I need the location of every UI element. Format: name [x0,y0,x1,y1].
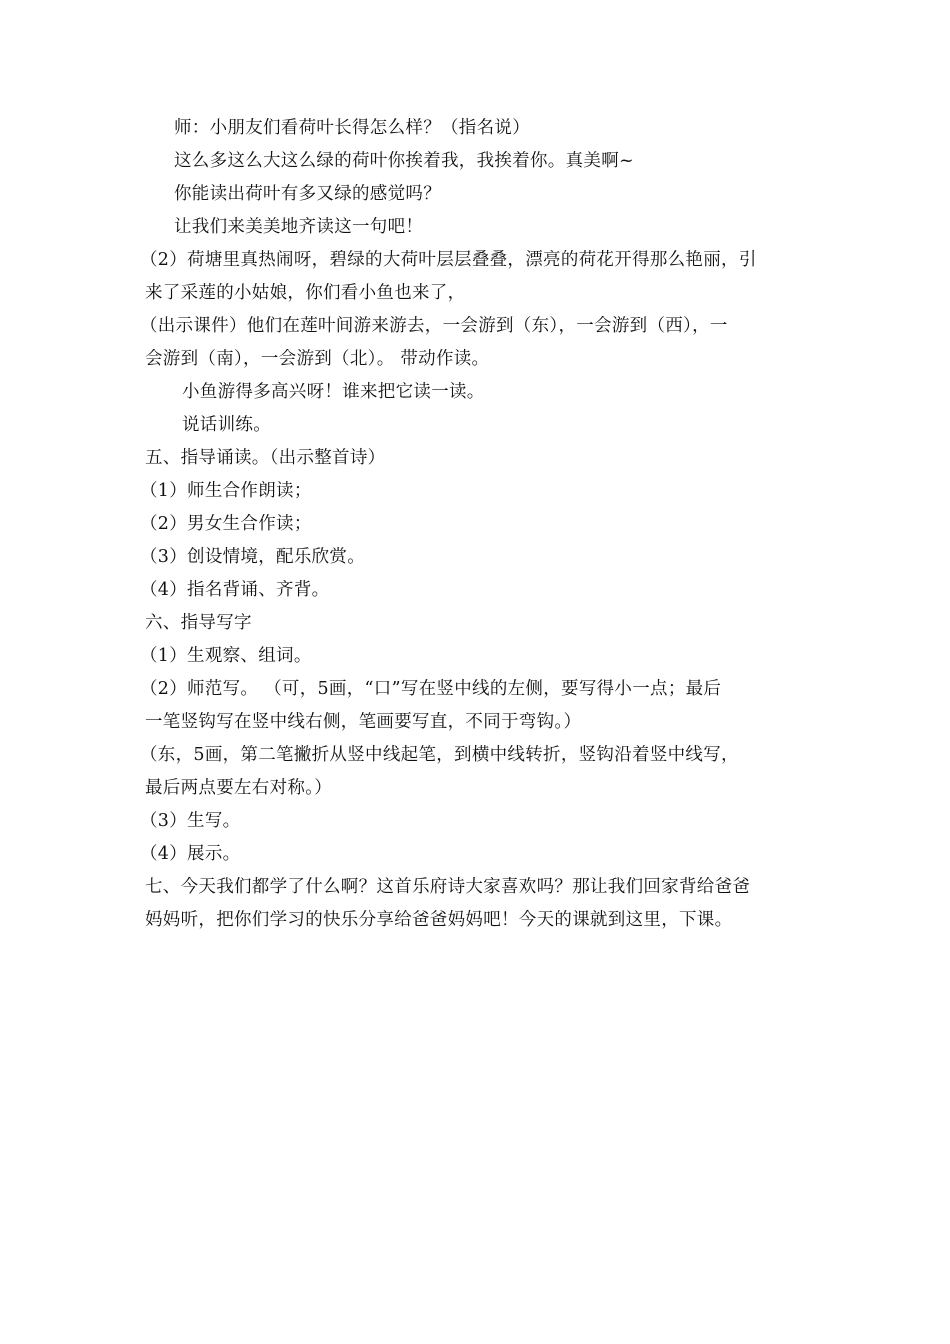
text-line: （1）师生合作朗读； [140,481,312,501]
text-line: （东，5画，第二笔撇折从竖中线起笔，到横中线转折，竖钩沿着竖中线写， [140,745,739,765]
text-line: 你能读出荷叶有多又绿的感觉吗？ [174,184,441,204]
text-line: （3）生写。 [140,811,241,831]
section-heading: 七、今天我们都学了什么啊？这首乐府诗大家喜欢吗？那让我们回家背给爸爸 [145,877,751,897]
section-heading: 五、指导诵读。（出示整首诗） [145,448,386,468]
text-line: （2）男女生合作读； [140,514,312,534]
text-line: 一笔竖钩写在竖中线右侧，笔画要写直，不同于弯钩。） [145,712,582,732]
text-line: （4）指名背诵、齐背。 [140,580,330,600]
text-line: （4）展示。 [140,844,241,864]
text-line: 来了采莲的小姑娘，你们看小鱼也来了， [145,283,466,303]
text-line: （2）荷塘里真热闹呀，碧绿的大荷叶层层叠叠，漂亮的荷花开得那么艳丽，引 [140,250,757,270]
text-line: 会游到（南），一会游到（北）。 带动作读。 [145,349,490,369]
text-line: 说话训练。 [182,415,271,435]
text-line: （3）创设情境，配乐欣赏。 [140,547,366,567]
text-line: 师：小朋友们看荷叶长得怎么样？（指名说） [174,118,530,138]
text-line: 这么多这么大这么绿的荷叶你挨着我，我挨着你。真美啊~ [174,151,634,171]
text-line: 最后两点要左右对称。） [145,778,333,798]
document-body [140,112,815,937]
text-line: （1）生观察、组词。 [140,646,312,666]
text-line: 小鱼游得多高兴呀！谁来把它读一读。 [182,382,485,402]
text-line: （出示课件）他们在莲叶间游来游去，一会游到（东），一会游到（西），一 [140,316,728,336]
text-line: 让我们来美美地齐读这一句吧！ [174,217,424,237]
section-heading: 六、指导写字 [145,613,252,633]
text-line: 妈妈听，把你们学习的快乐分享给爸爸妈妈吧！今天的课就到这里，下课。 [145,910,733,930]
text-line: （2）师范写。 （可，5画，“口”写在竖中线的左侧，要写得小一点；最后 [140,679,722,699]
